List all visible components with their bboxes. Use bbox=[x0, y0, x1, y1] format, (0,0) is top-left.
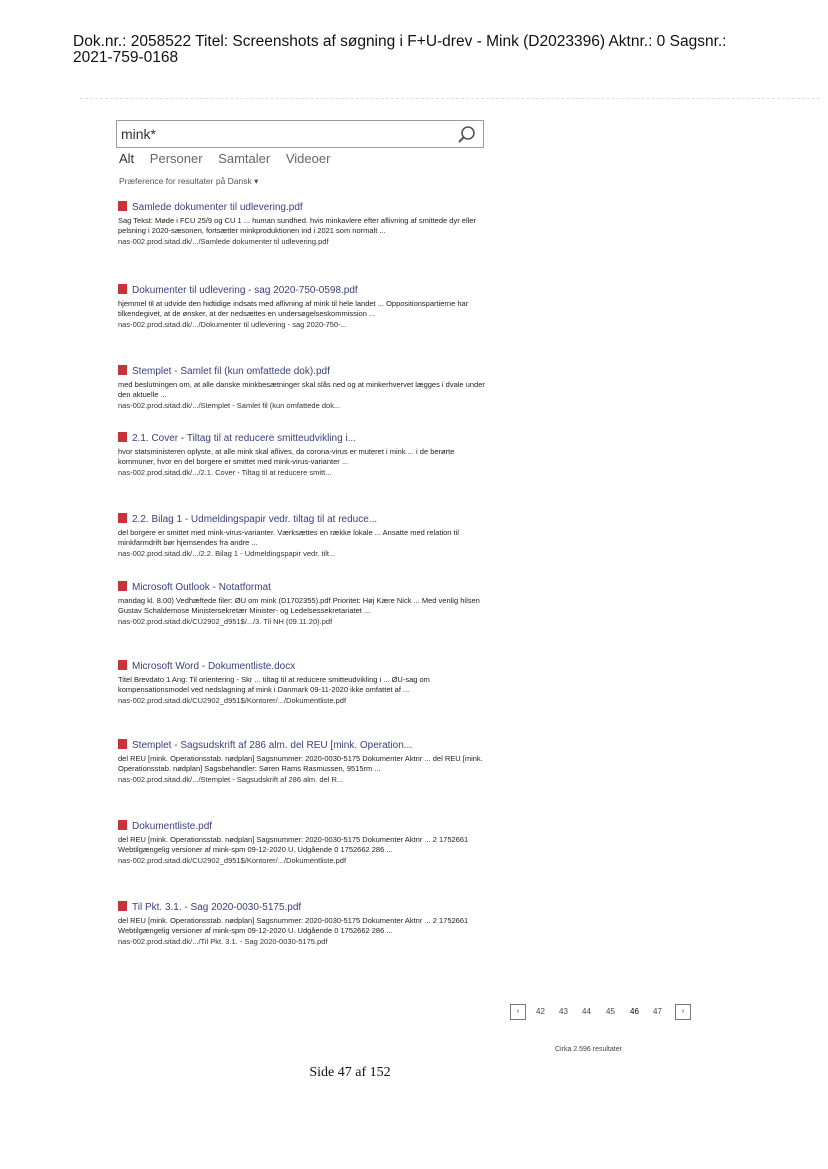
result-snippet: del REU [mink. Operationsstab. nødplan] Sagsnummer: 2020-0030-5175 Dokumenter Aktnr ... 2 1752661 Webtilgængelig versioner af mink-spm 09-12-2020 U. Udgående 0 1752662 286 ... bbox=[118, 835, 469, 854]
result-snippet: mandag kl. 8.00) Vedhæftede filer: ØU om mink (D1702355).pdf Prioritet: Høj Kære Nick ... Med venlig hilsen Gustav Schaldemose Ministersekretær Minister- og Ledelsessekretariatet ... bbox=[118, 596, 480, 615]
pdf-file-icon bbox=[118, 739, 127, 749]
result-snippet: del borgere er smittet med mink-virus-varianter. Værksættes en række lokale ... Ansatte med relation til minkfarmdrift bør hjemsendes fra andre ... bbox=[118, 528, 459, 547]
page-link[interactable]: 45 bbox=[606, 1007, 615, 1016]
pdf-file-icon bbox=[118, 284, 127, 294]
result-snippet: med beslutningen om, at alle danske minkbesætninger skal slås ned og at minkerhvervet lægges i dvale under den aktuelle ... bbox=[118, 380, 485, 399]
result-url[interactable]: nas-002.prod.sitad.dk/.../Stemplet - Sagsudskrift af 286 alm. del R... bbox=[118, 775, 344, 784]
result-title-link[interactable] bbox=[118, 739, 488, 752]
pdf-file-icon bbox=[118, 201, 127, 211]
list-item bbox=[118, 201, 488, 247]
result-url[interactable]: nas-002.prod.sitad.dk/.../Stemplet - Samlet fil (kun omfattede dok... bbox=[118, 401, 341, 410]
result-title: Til Pkt. 3.1. - Sag 2020-0030-5175.pdf bbox=[132, 902, 302, 913]
result-title: Samlede dokumenter til udlevering.pdf bbox=[132, 202, 303, 213]
result-url[interactable]: nas-002.prod.sitad.dk/.../2.2. Bilag 1 - Udmeldingspapir vedr. tilt... bbox=[118, 549, 336, 558]
result-snippet: hjemmel til at udvide den hidtidige indsats med aflivning af mink til hele landet ... Oppositionspartierne har tilkendegivet, at de ønsker, at der nedsættes en undersøgelseskommission ... bbox=[118, 299, 469, 318]
result-count: Cirka 2.596 resultater bbox=[555, 1046, 622, 1053]
header-line-1: Dok.nr.: 2058522 Titel: Screenshots af søgning i F+U-drev - Mink (D2023396) Aktnr.: 0 Sagsnr.: bbox=[73, 33, 727, 50]
result-title-link[interactable] bbox=[118, 513, 488, 526]
pdf-file-icon bbox=[118, 513, 127, 523]
result-snippet: del REU [mink. Operationsstab. nødplan] Sagsnummer: 2020-0030-5175 Dokumenter Aktnr ... del REU [mink. Operationsstab. nødplan] Sagsbehandler: Søren Rams Rasmussen, 9515rm ... bbox=[118, 754, 483, 773]
result-snippet: Sag Tekst: Møde i FCU 25/9 og CU 1 ... human sundhed. hvis minkavlere efter aflivning af smittede dyr eller pelsning i 2020-sæsonen, fortsætter minkproduktionen ind i 2021 som normalt ... bbox=[118, 216, 476, 235]
result-title: 2.2. Bilag 1 - Udmeldingspapir vedr. tiltag til at reduce... bbox=[132, 514, 378, 525]
tab-people[interactable]: Personer bbox=[149, 151, 203, 166]
result-url[interactable]: nas-002.prod.sitad.dk/CU2902_d951$/Kontorer/.../Dokumentliste.pdf bbox=[118, 856, 347, 865]
result-title-link[interactable] bbox=[118, 901, 488, 914]
list-item bbox=[118, 581, 488, 627]
page-link[interactable]: 42 bbox=[536, 1007, 545, 1016]
result-url[interactable]: nas-002.prod.sitad.dk/CU2902_d951$/.../3. Til NH (09.11.20).pdf bbox=[118, 617, 333, 626]
next-page-button[interactable]: › bbox=[675, 1004, 691, 1020]
tab-conversations[interactable]: Samtaler bbox=[218, 151, 271, 166]
result-title: Stemplet - Sagsudskrift af 286 alm. del REU [mink. Operation... bbox=[132, 740, 413, 751]
page-link[interactable]: 44 bbox=[582, 1007, 591, 1016]
result-title: 2.1. Cover - Tiltag til at reducere smitteudvikling i... bbox=[132, 433, 356, 444]
pdf-file-icon bbox=[118, 365, 127, 375]
scan-artifact-line bbox=[80, 98, 820, 99]
result-title-link[interactable] bbox=[118, 820, 488, 833]
list-item bbox=[118, 513, 488, 559]
chevron-down-icon: ▾ bbox=[254, 176, 259, 186]
result-snippet: hvor statsministeren oplyste, at alle mink skal aflives, da corona-virus er muteret i mink ... i de berørte kommuner, hvor en del borgere er smittet med mink-virus-varianter ... bbox=[118, 447, 455, 466]
result-url[interactable]: nas-002.prod.sitad.dk/CU2902_d951$/Kontorer/.../Dokumentliste.pdf bbox=[118, 696, 347, 705]
language-preference-label: Præference for resultater på Dansk bbox=[119, 176, 252, 186]
list-item bbox=[118, 432, 488, 478]
result-title: Dokumenter til udlevering - sag 2020-750-0598.pdf bbox=[132, 285, 358, 296]
result-title-link[interactable] bbox=[118, 284, 488, 297]
result-title-link[interactable] bbox=[118, 201, 488, 214]
pdf-file-icon bbox=[118, 581, 127, 591]
search-icon[interactable] bbox=[457, 125, 477, 145]
page-link[interactable]: 43 bbox=[559, 1007, 568, 1016]
result-snippet: Titel Brevdato 1 Ang: Til orientering - Skr ... tiltag til at reducere smitteudvikling i ... ØU-sag om kompensationsmodel ved nedslagning af mink i Danmark 09-11-2020 ikke omfattet af ... bbox=[118, 675, 430, 694]
result-url[interactable]: nas-002.prod.sitad.dk/.../2.1. Cover - Tiltag til at reducere smitt... bbox=[118, 468, 332, 477]
list-item bbox=[118, 901, 488, 947]
result-title-link[interactable] bbox=[118, 660, 488, 673]
page-number-footer: Side 47 af 152 bbox=[309, 1065, 391, 1080]
result-title: Microsoft Outlook - Notatformat bbox=[132, 582, 271, 593]
page-link[interactable]: 47 bbox=[653, 1007, 662, 1016]
search-tabs bbox=[119, 151, 342, 166]
result-url[interactable]: nas-002.prod.sitad.dk/.../Til Pkt. 3.1. - Sag 2020-0030-5175.pdf bbox=[118, 937, 328, 946]
result-snippet: del REU [mink. Operationsstab. nødplan] Sagsnummer: 2020-0030-5175 Dokumenter Aktnr ... 2 1752661 Webtilgængelig versioner af mink-spm 09-12-2020 U. Udgående 0 1752662 286 ... bbox=[118, 916, 469, 935]
header-line-2: 2021-759-0168 bbox=[73, 49, 179, 66]
document-header bbox=[73, 34, 793, 66]
pdf-file-icon bbox=[118, 901, 127, 911]
result-title: Microsoft Word - Dokumentliste.docx bbox=[132, 661, 296, 672]
search-box[interactable] bbox=[116, 120, 484, 148]
result-url[interactable]: nas-002.prod.sitad.dk/.../Dokumenter til udlevering - sag 2020-750-... bbox=[118, 320, 347, 329]
pdf-file-icon bbox=[118, 820, 127, 830]
pdf-file-icon bbox=[118, 660, 127, 670]
list-item bbox=[118, 365, 488, 411]
result-title: Dokumentliste.pdf bbox=[132, 821, 213, 832]
list-item bbox=[118, 284, 488, 330]
search-input[interactable] bbox=[121, 124, 451, 144]
current-page[interactable]: 46 bbox=[630, 1007, 639, 1016]
list-item bbox=[118, 820, 488, 866]
result-title-link[interactable] bbox=[118, 581, 488, 594]
result-url[interactable]: nas-002.prod.sitad.dk/.../Samlede dokumenter til udlevering.pdf bbox=[118, 237, 329, 246]
list-item bbox=[118, 660, 488, 706]
result-title-link[interactable] bbox=[118, 365, 488, 378]
list-item bbox=[118, 739, 488, 785]
previous-page-button[interactable]: ‹ bbox=[510, 1004, 526, 1020]
result-title: Stemplet - Samlet fil (kun omfattede dok).pdf bbox=[132, 366, 330, 377]
language-preference[interactable] bbox=[119, 176, 258, 187]
tab-all[interactable]: Alt bbox=[119, 151, 135, 166]
tab-videos[interactable]: Videoer bbox=[285, 151, 331, 166]
result-title-link[interactable] bbox=[118, 432, 488, 445]
pdf-file-icon bbox=[118, 432, 127, 442]
